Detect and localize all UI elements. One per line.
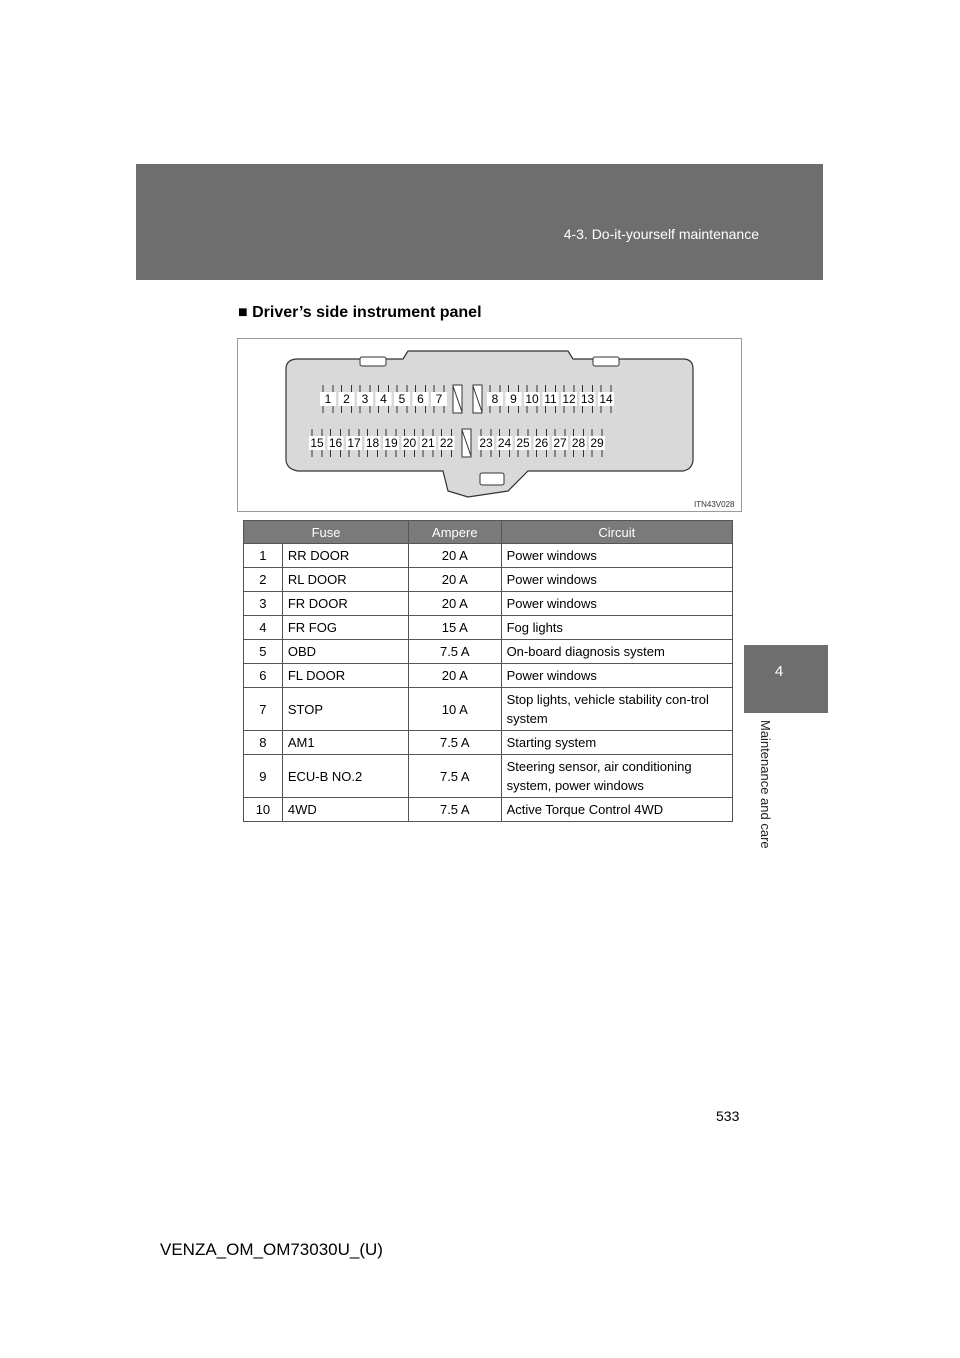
clip-right <box>593 357 619 366</box>
fuse-name: RR DOOR <box>282 544 408 568</box>
table-row <box>244 798 733 822</box>
fuse-name: AM1 <box>282 731 408 755</box>
table-row <box>244 568 733 592</box>
fuse-slot-label: 24 <box>497 436 512 450</box>
table-row <box>244 616 733 640</box>
fuse-circuit: Starting system <box>501 731 732 755</box>
fuse-ampere: 7.5 A <box>409 640 502 664</box>
fuse-ampere: 15 A <box>409 616 502 640</box>
fuse-number: 3 <box>244 592 283 616</box>
table-row <box>244 640 733 664</box>
chapter-number: 4 <box>774 663 784 680</box>
fuse-ampere: 20 A <box>409 544 502 568</box>
table-row <box>244 688 733 731</box>
header-ampere: Ampere <box>409 521 502 544</box>
fuse-slot-label: 6 <box>417 392 424 406</box>
table-row <box>244 664 733 688</box>
fuse-table <box>243 520 733 822</box>
header-fuse: Fuse <box>244 521 409 544</box>
fuse-name: FR FOG <box>282 616 408 640</box>
clip-bottom <box>480 473 504 485</box>
fuse-slot-label: 18 <box>365 436 380 450</box>
fuse-circuit: Power windows <box>501 592 732 616</box>
fuse-name: OBD <box>282 640 408 664</box>
fuse-box-svg <box>238 339 741 511</box>
fuse-circuit: Power windows <box>501 544 732 568</box>
fuse-slot-label: 15 <box>310 436 324 450</box>
fuse-slot-label: 13 <box>580 392 595 406</box>
fuse-slot-label: 9 <box>510 392 517 406</box>
header-circuit: Circuit <box>501 521 732 544</box>
fuse-slot-label: 10 <box>525 392 539 406</box>
fuse-slot-label: 25 <box>516 436 530 450</box>
fuse-circuit: On-board diagnosis system <box>501 640 732 664</box>
fuse-circuit: Active Torque Control 4WD <box>501 798 732 822</box>
fuse-slot-label: 7 <box>435 392 443 406</box>
fuse-slot-label: 19 <box>384 436 398 450</box>
fuse-slot-label: 17 <box>347 436 361 450</box>
fuse-slot-label: 29 <box>590 436 604 450</box>
section-title: 4-3. Do-it-yourself maintenance <box>563 226 759 242</box>
fuse-number: 2 <box>244 568 283 592</box>
fuse-ampere: 20 A <box>409 664 502 688</box>
table-row <box>244 731 733 755</box>
diagram-code: ITN43V028 <box>694 500 735 509</box>
fuse-name: ECU-B NO.2 <box>282 755 408 798</box>
fuse-slot-label: 16 <box>328 436 343 450</box>
fuse-number: 6 <box>244 664 283 688</box>
fuse-box-diagram <box>237 338 742 512</box>
fuse-number: 9 <box>244 755 283 798</box>
fuse-number: 4 <box>244 616 283 640</box>
fuse-slot-label: 23 <box>479 436 493 450</box>
fuse-ampere: 20 A <box>409 592 502 616</box>
fuse-circuit: Power windows <box>501 568 732 592</box>
fuse-slot-label: 8 <box>491 392 499 406</box>
page-number: 533 <box>716 1108 740 1124</box>
fuse-slot-label: 21 <box>421 436 435 450</box>
fuse-slot-label: 22 <box>439 436 454 450</box>
fuse-slot-label: 3 <box>361 392 369 406</box>
fuse-number: 8 <box>244 731 283 755</box>
fuse-slot-label: 20 <box>402 436 417 450</box>
fuse-ampere: 20 A <box>409 568 502 592</box>
section-heading: ■ Driver’s side instrument panel <box>238 304 482 321</box>
fuse-ampere: 10 A <box>409 688 502 731</box>
fuse-name: RL DOOR <box>282 568 408 592</box>
fuse-ampere: 7.5 A <box>409 731 502 755</box>
fuse-name: FL DOOR <box>282 664 408 688</box>
fuse-table-body <box>244 544 733 822</box>
fuse-ampere: 7.5 A <box>409 755 502 798</box>
table-row <box>244 592 733 616</box>
fuse-number: 10 <box>244 798 283 822</box>
fuse-name: 4WD <box>282 798 408 822</box>
fuse-slot-label: 1 <box>324 392 332 406</box>
table-row <box>244 544 733 568</box>
clip-left <box>360 357 386 366</box>
fuse-slot-label: 14 <box>599 392 613 406</box>
fuse-circuit: Stop lights, vehicle stability con-trol system <box>501 688 732 731</box>
footer-code: VENZA_OM_OM73030U_(U) <box>160 1240 383 1259</box>
fuse-slot-label: 11 <box>544 392 557 406</box>
fuse-slot-label: 4 <box>380 392 387 406</box>
fuse-ampere: 7.5 A <box>409 798 502 822</box>
chapter-label-container <box>758 720 791 870</box>
fuse-name: STOP <box>282 688 408 731</box>
fuse-slot-label: 28 <box>571 436 586 450</box>
table-row <box>244 755 733 798</box>
table-header-row <box>244 521 733 544</box>
fuse-number: 5 <box>244 640 283 664</box>
fuse-circuit: Power windows <box>501 664 732 688</box>
chapter-label: Maintenance and care <box>758 720 773 849</box>
fuse-circuit: Fog lights <box>501 616 732 640</box>
fuse-slot-label: 2 <box>343 392 350 406</box>
fuse-circuit: Steering sensor, air conditioning system, power windows <box>501 755 732 798</box>
fuse-name: FR DOOR <box>282 592 408 616</box>
fuse-slot-label: 5 <box>398 392 406 406</box>
fuse-slot-label: 26 <box>534 436 549 450</box>
chapter-tab <box>744 645 828 713</box>
fuse-slot-label: 12 <box>562 392 576 406</box>
header-bar <box>136 164 823 280</box>
fuse-number: 1 <box>244 544 283 568</box>
fuse-slot-label: 27 <box>553 436 567 450</box>
fuse-number: 7 <box>244 688 283 731</box>
